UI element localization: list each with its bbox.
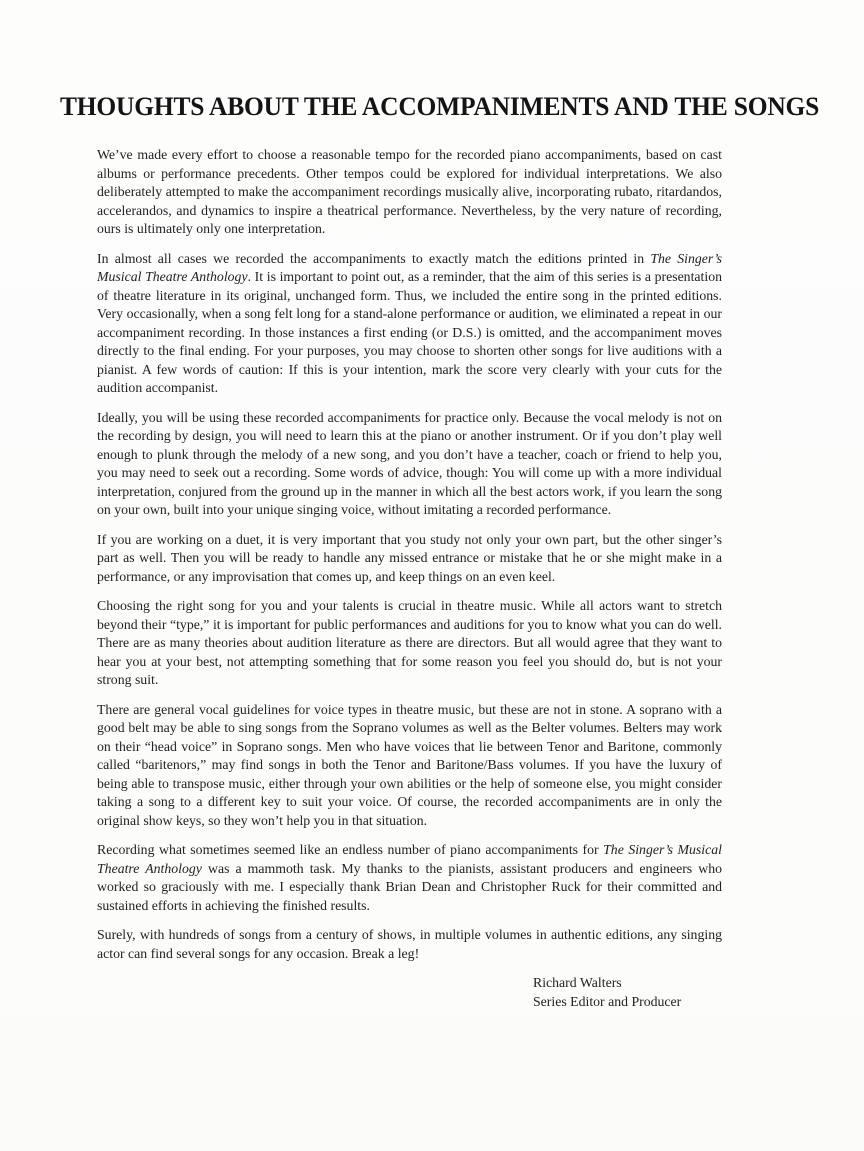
- signature-name: Richard Walters: [533, 975, 622, 990]
- paragraph-tempos: [97, 146, 722, 239]
- book-title-italic: The Singer’s Musical Theatre Anthology: [97, 250, 722, 284]
- paragraph-thanks: [97, 841, 722, 915]
- paragraph-closing: [97, 926, 722, 963]
- paragraph-duet: [97, 531, 722, 587]
- signature-block: [533, 974, 722, 1011]
- text-segment: There are general vocal guidelines for voice types in theatre music, but these are not in stone. A soprano with a good belt may be able to sing songs from the Soprano volumes as well as the Belter volumes. Belters may work on their “head voice” in Soprano songs. Men who have voices that lie between Tenor and Baritone, commonly called “baritenors,” may find songs in both the Tenor and Baritone/Bass volumes. If you have the luxury of being able to transpose music, either through your own abilities or the help of someone else, you might consider taking a song to a different key to suit your voice. Of course, the recorded accompaniments are in only the original show keys, so they won’t help you in that situation.: [97, 701, 722, 828]
- text-segment: We’ve made every effort to choose a reasonable tempo for the recorded piano accompaniments, based on cast albums or performance precedents. Other tempos could be explored for individual interpretations. We also deliberately attempted to make the accompaniment recordings musically alive, incorporating rubato, ritardandos, accelerandos, and dynamics to inspire a theatrical performance. Nevertheless, by the very nature of recording, ours is ultimately only one interpretation.: [97, 147, 722, 236]
- text-segment: Choosing the right song for you and your talents is crucial in theatre music. While all actors want to stretch beyond their “type,” it is important for public performances and auditions for you to know what you can do well. There are as many theories about audition literature as there are directors. But all would agree that they want to hear you at your best, not attempting something that for some reason you feel you should do, but is not your strong suit.: [97, 598, 722, 687]
- text-segment: . It is important to point out, as a reminder, that the aim of this series is a presentation of theatre literature in its original, unchanged form. Thus, we included the entire song in the printed editions. Very occasionally, when a song felt long for a stand-alone performance or audition, we eliminated a repeat in our accompaniment recording. In those instances a first ending (or D.S.) is omitted, and the accompaniment moves directly to the final ending. For your purposes, you may choose to shorten other songs for live auditions with a pianist. A few words of caution: If this is your intention, mark the score very clearly with your cuts for the audition accompanist.: [97, 269, 723, 395]
- page-title: THOUGHTS ABOUT THE ACCOMPANIMENTS AND THE SONGS: [60, 92, 820, 121]
- paragraph-editions: [97, 250, 722, 398]
- paragraph-voice-types: [97, 701, 722, 831]
- text-segment: Recording what sometimes seemed like an endless number of piano accompaniments for: [97, 842, 604, 857]
- book-title-italic: The Singer’s Musical Theatre Anthology: [97, 842, 722, 876]
- text-segment: Ideally, you will be using these recorded accompaniments for practice only. Because the vocal melody is not on the recording by design, you will need to learn this at the piano or another instrument. Or if you don’t play well enough to plunk through the melody of a new song, and you don’t have a teacher, coach or friend to help you, you may need to seek out a recording. Some words of advice, though: You will come up with a more individual interpretation, conjured from the ground up in the manner in which all the best actors work, if you learn the song on your own, built into your unique singing voice, without imitating a recorded performance.: [97, 409, 722, 517]
- text-segment: was a mammoth task. My thanks to the pianists, assistant producers and engineers who worked so graciously with me. I especially thank Brian Dean and Christopher Ruck for their committed and sustained efforts in achieving the finished results.: [97, 860, 722, 913]
- text-segment: In almost all cases we recorded the accompaniments to exactly match the editions printed in: [97, 250, 651, 266]
- paragraph-choosing-song: [97, 597, 722, 690]
- text-segment: If you are working on a duet, it is very important that you study not only your own part, but the other singer’s part as well. Then you will be ready to handle any missed entrance or mistake that he or she might make in a performance, or any improvisation that comes up, and keep things on an even keel.: [97, 531, 722, 584]
- paragraph-practice: [97, 409, 722, 520]
- text-segment: Surely, with hundreds of songs from a century of shows, in multiple volumes in authentic editions, any singing actor can find several songs for any occasion. Break a leg!: [97, 927, 722, 961]
- document-body: [97, 146, 722, 1011]
- signature-role: Series Editor and Producer: [533, 993, 682, 1009]
